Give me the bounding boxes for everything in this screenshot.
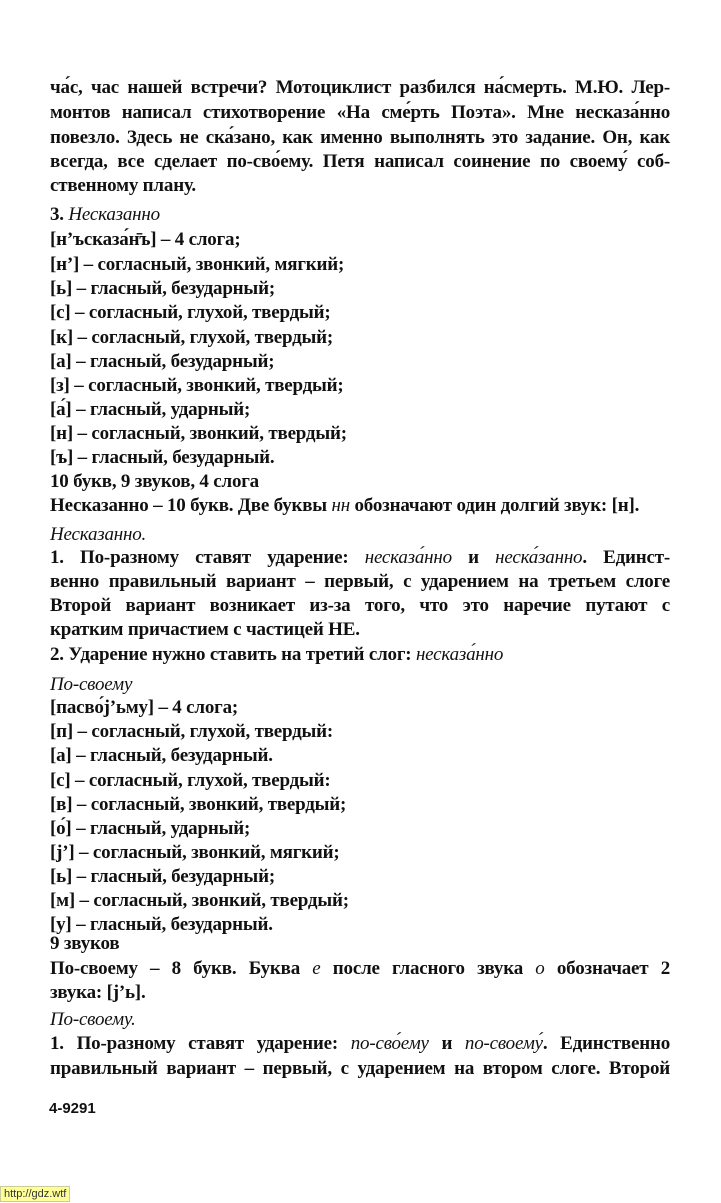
text-line — [50, 174, 670, 198]
text-segment: . Единственно — [542, 1033, 671, 1054]
text-line — [50, 253, 670, 277]
text-segment: монтов написал стихотворение «На сме́рть Поэта». Мне несказа́нно — [50, 102, 670, 123]
text-line — [50, 1032, 670, 1056]
text-line — [50, 523, 670, 547]
text-line — [50, 126, 670, 150]
text-segment: [с] – согласный, глухой, твердый; — [50, 302, 331, 323]
text-segment: [з] – согласный, звонкий, твердый; — [50, 375, 344, 396]
text-line — [50, 889, 670, 913]
text-segment: [а] – гласный, безударный; — [50, 351, 275, 372]
text-line — [50, 76, 670, 100]
italic-text: По-своему. — [50, 1009, 136, 1030]
text-segment: [о́] – гласный, ударный; — [50, 818, 251, 839]
text-segment: ственному плану. — [50, 175, 196, 196]
italic-text: по-своему́ — [464, 1033, 543, 1054]
text-line — [50, 841, 670, 865]
text-line — [50, 618, 670, 642]
text-line — [50, 350, 670, 374]
text-line — [50, 594, 670, 618]
text-segment: после гласного звука — [320, 958, 536, 979]
text-segment: [н’ъсказа́н̄ъ] – 4 слога; — [50, 229, 241, 250]
text-line — [50, 277, 670, 301]
text-line — [50, 470, 670, 494]
text-segment: [в] – согласный, звонкий, твердый; — [50, 794, 347, 815]
text-segment: правильный вариант – первый, с ударением на втором слоге. Второй — [50, 1058, 670, 1079]
text-segment: [пасво́j’ьму] – 4 слога; — [50, 697, 239, 718]
watermark-link[interactable]: http://gdz.wtf — [0, 1186, 70, 1202]
text-segment: обозначают один долгий звук: [н]. — [349, 495, 640, 516]
text-line — [50, 1008, 670, 1032]
text-segment: повезло. Здесь не ска́зано, как именно выполнять это задание. Он, как — [50, 127, 670, 148]
text-line — [50, 865, 670, 889]
text-segment: [м] – согласный, звонкий, твердый; — [50, 890, 349, 911]
text-segment: 1. По-разному ставят ударение: — [50, 1033, 351, 1054]
text-line — [50, 494, 670, 518]
text-line — [50, 981, 670, 1005]
text-line — [50, 422, 670, 446]
text-segment: 10 букв, 9 звуков, 4 слога — [50, 471, 259, 492]
text-segment: 2. Ударение нужно ставить на третий слог: — [50, 644, 416, 665]
text-segment: [н’] – согласный, звонкий, мягкий; — [50, 254, 345, 275]
text-line — [50, 932, 670, 956]
italic-text: Несказанно — [68, 204, 160, 225]
italic-text: Несказанно. — [50, 524, 147, 545]
text-segment: [а] – гласный, безударный. — [50, 745, 273, 766]
italic-text: неска́занно — [495, 547, 583, 568]
text-line — [50, 1057, 670, 1081]
text-segment: [у] – гласный, безударный. — [50, 914, 273, 935]
text-line — [50, 643, 670, 667]
text-segment: всегда, все сделает по-сво́ему. Петя написал соинение по своему́ соб- — [50, 151, 670, 172]
text-segment: и — [428, 1033, 465, 1054]
text-segment: кратким причастием с частицей НЕ. — [50, 619, 360, 640]
italic-text: е — [312, 958, 321, 979]
text-segment: Несказанно – 10 букв. Две буквы — [50, 495, 332, 516]
italic-text: несказа́нно — [415, 644, 504, 665]
italic-text: несказа́нно — [364, 547, 452, 568]
text-line — [50, 720, 670, 744]
text-line — [50, 570, 670, 594]
text-segment: и — [451, 547, 496, 568]
italic-text: по-сво́ему — [350, 1033, 429, 1054]
text-segment: Второй вариант возникает из-за того, что это наречие путают с — [50, 595, 670, 616]
text-segment: . Единст- — [582, 547, 670, 568]
text-segment: [а́] – гласный, ударный; — [50, 399, 251, 420]
text-line — [50, 301, 670, 325]
text-segment: По-своему – 8 букв. Буква — [50, 958, 313, 979]
text-segment: обозначает 2 — [544, 958, 671, 979]
text-segment: [ь] – гласный, безударный; — [50, 278, 275, 299]
text-line — [50, 957, 670, 981]
text-segment: 9 звуков — [50, 933, 120, 954]
text-segment: ча́с, час нашей встречи? Мотоциклист разбился на́смерть. М.Ю. Лер- — [50, 77, 670, 98]
text-line — [50, 150, 670, 174]
text-line — [50, 326, 670, 350]
text-line — [50, 769, 670, 793]
text-line — [50, 817, 670, 841]
text-line — [50, 228, 670, 252]
italic-text: о — [535, 958, 545, 979]
text-line — [50, 101, 670, 125]
text-line — [50, 673, 670, 697]
text-line — [50, 793, 670, 817]
text-segment: 1. По-разному ставят ударение: — [50, 547, 365, 568]
italic-text: нн — [331, 495, 350, 516]
text-segment: венно правильный вариант – первый, с ударением на третьем слоге — [50, 571, 670, 592]
text-line — [50, 696, 670, 720]
text-line — [50, 744, 670, 768]
text-segment: [п] – согласный, глухой, твердый: — [50, 721, 334, 742]
text-segment: [к] – согласный, глухой, твердый; — [50, 327, 334, 348]
text-segment: [н] – согласный, звонкий, твердый; — [50, 423, 347, 444]
page-code: 4-9291 — [49, 1100, 96, 1117]
text-segment: [с] – согласный, глухой, твердый: — [50, 770, 331, 791]
text-segment: [ь] – гласный, безударный; — [50, 866, 275, 887]
text-line — [50, 203, 670, 227]
text-segment: звука: [j’ь]. — [50, 982, 146, 1003]
text-segment: [j’] – согласный, звонкий, мягкий; — [50, 842, 340, 863]
text-segment: [ъ] – гласный, безударный. — [50, 447, 275, 468]
text-line — [50, 446, 670, 470]
text-line — [50, 374, 670, 398]
text-segment: 3. — [50, 204, 69, 225]
text-line — [50, 546, 670, 570]
italic-text: По-своему — [50, 674, 133, 695]
text-line — [50, 398, 670, 422]
